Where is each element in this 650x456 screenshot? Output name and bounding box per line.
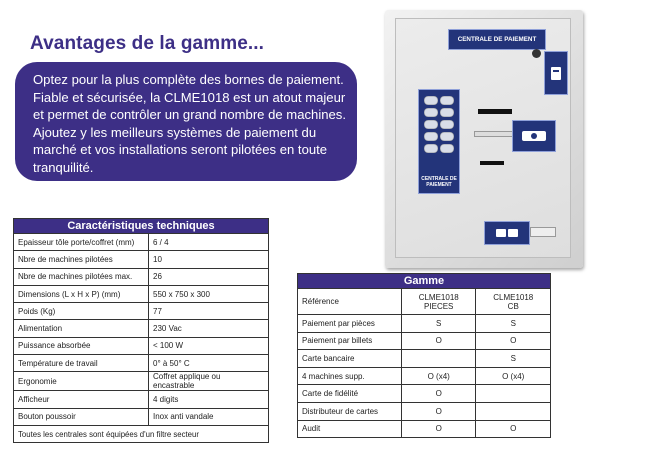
intro-paragraph: Optez pour la plus complète des bornes de paiement. Fiable et sécurisée, la CLME1018 est un atout majeur et permet de contrôler un grand nombre de machines. Ajoutez y les meilleurs systèmes de paiement du marché et vos installations seront pilotées en toute tranquilité.	[15, 62, 357, 181]
spec-label: Dimensions (L x H x P) (mm)	[14, 285, 149, 302]
spec-label: Nbre de machines pilotées	[14, 251, 149, 268]
spec-row	[14, 355, 269, 372]
specs-table-title: Caractéristiques techniques	[14, 219, 269, 234]
cb-availability: O (x4)	[476, 367, 551, 385]
coin-lock-icon	[532, 49, 541, 58]
feature-label: Paiement par pièces	[298, 315, 402, 333]
card-icon	[549, 63, 563, 83]
section-heading: Avantages de la gamme...	[30, 33, 265, 54]
reference-label: Référence	[298, 289, 402, 315]
pieces-availability: O	[401, 332, 476, 350]
spec-label: Puissance absorbée	[14, 337, 149, 354]
spec-label: Alimentation	[14, 320, 149, 337]
cb-availability: O	[476, 332, 551, 350]
machine-keypad	[418, 89, 460, 194]
pieces-availability: O (x4)	[401, 367, 476, 385]
note-acceptor-panel	[512, 120, 556, 152]
spec-row	[14, 408, 269, 425]
cb-availability	[476, 385, 551, 403]
terminal-title-plate: CENTRALE DE PAIEMENT	[448, 29, 546, 50]
spec-label: Bouton poussoir	[14, 408, 149, 425]
specs-table-footer: Toutes les centrales sont équipées d'un filtre secteur	[14, 425, 269, 442]
range-row	[298, 315, 551, 333]
feature-label: Carte de fidélité	[298, 385, 402, 403]
range-row	[298, 367, 551, 385]
pieces-availability: O	[401, 385, 476, 403]
feature-label: Paiement par billets	[298, 332, 402, 350]
range-table-body	[298, 289, 551, 438]
feature-label: Audit	[298, 420, 402, 438]
card-reader-panel	[544, 51, 568, 95]
bill-slot	[478, 109, 512, 114]
spec-value: 4 digits	[149, 391, 269, 408]
spec-label: Nbre de machines pilotées max.	[14, 268, 149, 285]
spec-row	[14, 234, 269, 251]
pieces-availability	[401, 350, 476, 368]
spec-value: < 100 W	[149, 337, 269, 354]
cb-availability: S	[476, 350, 551, 368]
model-cb-header: CLME1018 CB	[476, 289, 551, 315]
range-row	[298, 420, 551, 438]
spec-row	[14, 320, 269, 337]
cards-icon	[492, 226, 522, 240]
spec-value: 6 / 4	[149, 234, 269, 251]
spec-row	[14, 268, 269, 285]
specs-table-body	[14, 234, 269, 426]
spec-row	[14, 391, 269, 408]
cb-availability: O	[476, 420, 551, 438]
spec-row	[14, 251, 269, 268]
spec-value: Inox anti vandale	[149, 408, 269, 425]
terminal-door	[395, 18, 571, 258]
cb-availability	[476, 402, 551, 420]
spec-label: Afficheur	[14, 391, 149, 408]
spec-value: 230 Vac	[149, 320, 269, 337]
spec-row	[14, 303, 269, 320]
feature-label: Carte bancaire	[298, 350, 402, 368]
spec-row	[14, 372, 269, 391]
spec-row	[14, 337, 269, 354]
spec-value: 550 x 750 x 300	[149, 285, 269, 302]
spec-label: Ergonomie	[14, 372, 149, 391]
spec-value: 77	[149, 303, 269, 320]
payment-terminal-image	[385, 10, 583, 268]
spec-value: 26	[149, 268, 269, 285]
range-row	[298, 385, 551, 403]
model-pieces-header: CLME1018 PIECES	[401, 289, 476, 315]
product-range-table	[297, 273, 551, 438]
pieces-availability: O	[401, 420, 476, 438]
card-slot	[530, 227, 556, 237]
technical-specs-table	[13, 218, 269, 443]
spec-label: Poids (Kg)	[14, 303, 149, 320]
pieces-availability: O	[401, 402, 476, 420]
feature-label: 4 machines supp.	[298, 367, 402, 385]
spec-label: Epaisseur tôle porte/coffret (mm)	[14, 234, 149, 251]
spec-value: Coffret applique ou encastrable	[149, 372, 269, 391]
feature-label: Distributeur de cartes	[298, 402, 402, 420]
cb-availability: S	[476, 315, 551, 333]
spec-value: 0° à 50° C	[149, 355, 269, 372]
range-header-row	[298, 289, 551, 315]
range-row	[298, 332, 551, 350]
range-row	[298, 350, 551, 368]
keypad-label: CENTRALE DE PAIEMENT	[421, 176, 457, 188]
spec-value: 10	[149, 251, 269, 268]
card-dispenser-panel	[484, 221, 530, 245]
spec-label: Température de travail	[14, 355, 149, 372]
receipt-slot	[480, 161, 504, 165]
banknote-icon	[519, 126, 549, 146]
keypad-buttons	[423, 96, 455, 156]
pieces-availability: S	[401, 315, 476, 333]
range-table-title: Gamme	[298, 274, 551, 289]
spec-row	[14, 285, 269, 302]
range-row	[298, 402, 551, 420]
